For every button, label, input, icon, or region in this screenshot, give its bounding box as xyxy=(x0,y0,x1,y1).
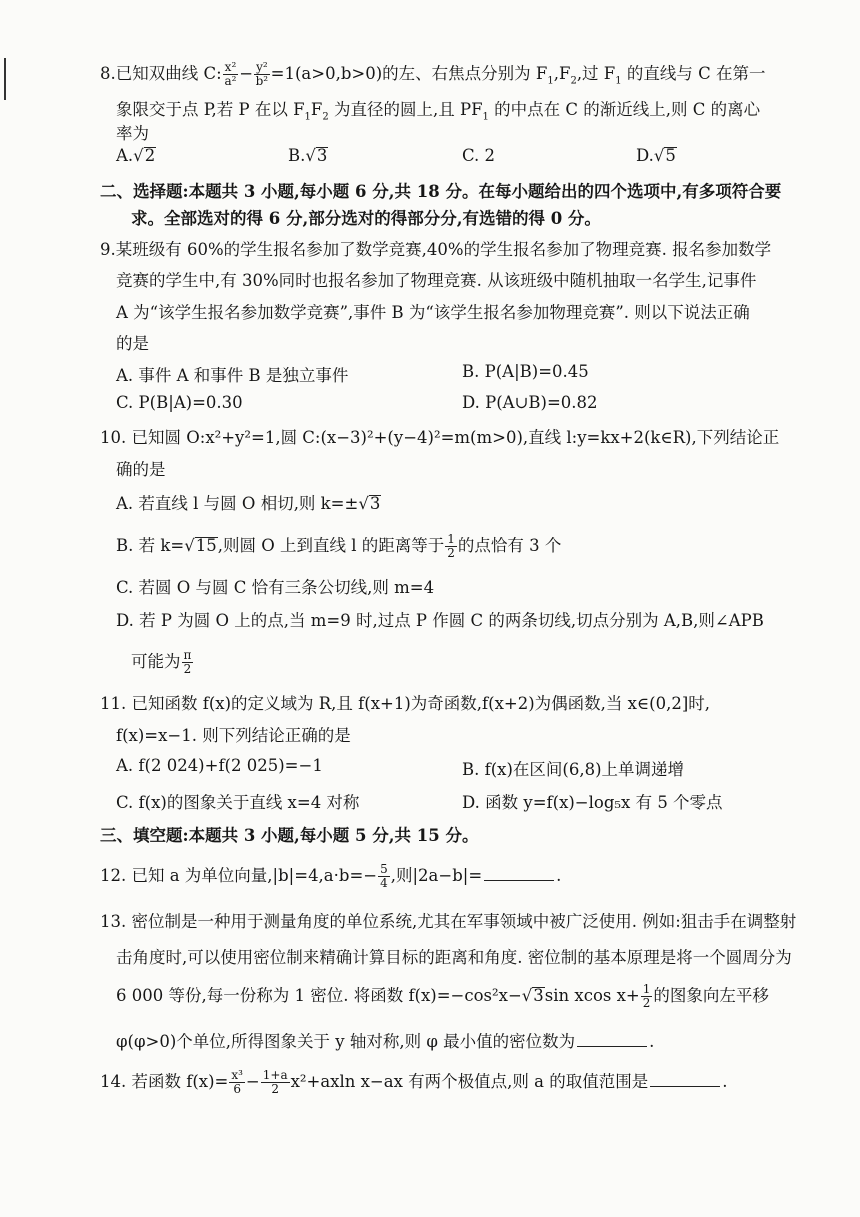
q14-answer-blank[interactable] xyxy=(650,1072,720,1087)
q8-option-c: C. 2 xyxy=(462,146,496,165)
q10-option-d-cont: 可能为 $\frac{\pi}{2}$ xyxy=(131,648,192,676)
q10-option-b: B. 若 k=√15,则圆 O 上到直线 l 的距离等于 $\frac{1}{2}$ 的点恰有 3 个 xyxy=(116,532,562,560)
q13-line3: 6 000 等份,每一份称为 1 密位. 将函数 f(x)=−cos²x−√3sin xcos x+ $\frac{1}{2}$ 的图象向左平移 xyxy=(116,982,769,1010)
q13-line4: φ(φ>0)个单位,所得图象关于 y 轴对称,则 φ 最小值的密位数为 . xyxy=(116,1032,655,1051)
q8-line1: 8.已知双曲线 C: $\frac{\text{x²}}{\text{a²}}$ − $\frac{\text{y²}}{\text{b²}}$ =1(a>0,b>0)的左、右焦点分别为 $F_1,F_2$,过 $F_1$ 的直线与 C 在第一 xyxy=(100,60,766,88)
q10-line1: 10. 已知圆 O:x²+y²=1,圆 C:(x−3)²+(y−4)²=m(m>0),直线 l:y=kx+2(k∈R),下列结论正 xyxy=(100,428,780,447)
q8-option-a: A.√2 xyxy=(116,146,156,165)
frac-y2-b2: $\frac{\text{y²}}{\text{b²}}$ xyxy=(255,60,269,88)
q11-option-a: A. f(2 024)+f(2 025)=−1 xyxy=(116,756,323,775)
q11-line1: 11. 已知函数 f(x)的定义域为 R,且 f(x+1)为奇函数,f(x+2)为偶函数,当 x∈(0,2]时, xyxy=(100,694,711,713)
q9-line3: A 为“该学生报名参加数学竞赛”,事件 B 为“该学生报名参加物理竞赛”. 则以下说法正确 xyxy=(116,303,750,322)
frac-1pa-2: $\frac{1+a}{2}$ xyxy=(262,1068,288,1096)
q11-option-d: D. 函数 y=f(x)−log₅x 有 5 个零点 xyxy=(462,793,723,812)
q11-option-b: B. f(x)在区间(6,8)上单调递增 xyxy=(462,760,685,779)
q10-option-c: C. 若圆 O 与圆 C 恰有三条公切线,则 m=4 xyxy=(116,578,435,597)
frac-one-half: $\frac{1}{2}$ xyxy=(447,532,455,560)
frac-five-fourths: $\frac{5}{4}$ xyxy=(380,862,388,890)
q9-line1: 9.某班级有 60%的学生报名参加了数学竞赛,40%的学生报名参加了物理竞赛. 报名参加数学 xyxy=(100,240,772,259)
q8-line3: 率为 xyxy=(116,124,149,143)
q8-text: 8.已知双曲线 C: xyxy=(100,64,222,83)
q8-option-b: B.√3 xyxy=(288,146,328,165)
q9-line4: 的是 xyxy=(116,334,149,353)
frac-one-half-q13: $\frac{1}{2}$ xyxy=(642,982,651,1010)
q12-answer-blank[interactable] xyxy=(484,866,554,881)
section3-heading: 三、填空题:本题共 3 小题,每小题 5 分,共 15 分。 xyxy=(100,826,479,845)
q8-line2: 象限交于点 P,若 P 在以 $F_1F_2$ 为直径的圆上,且 $PF_1$ 的中点在 C 的渐近线上,则 C 的离心 xyxy=(116,100,761,123)
q9-line2: 竞赛的学生中,有 30%同时也报名参加了物理竞赛. 从该班级中随机抽取一名学生,记事件 xyxy=(116,271,757,290)
q11-line2: f(x)=x−1. 则下列结论正确的是 xyxy=(116,726,351,745)
q13-line2: 击角度时,可以使用密位制来精确计算目标的距离和角度. 密位制的基本原理是将一个圆周分为 xyxy=(116,948,792,967)
q13-line1: 13. 密位制是一种用于测量角度的单位系统,尤其在军事领域中被广泛使用. 例如:狙击手在调整射 xyxy=(100,912,797,931)
q9-option-b: B. P(A|B)=0.45 xyxy=(462,362,589,381)
q10-option-d: D. 若 P 为圆 O 上的点,当 m=9 时,过点 P 作圆 C 的两条切线,切点分别为 A,B,则∠APB xyxy=(116,611,764,630)
frac-x2-a2: $\frac{\text{x²}}{\text{a²}}$ xyxy=(224,60,237,88)
section2-heading-cont: 求。全部选对的得 6 分,部分选对的得部分分,有选错的得 0 分。 xyxy=(131,209,601,228)
q14-line: 14. 若函数 f(x)= $\frac{\text{x³}}{6}$ − $\frac{1+a}{2}$ x²+axln x−ax 有两个极值点,则 a 的取值范围是 . xyxy=(100,1068,728,1096)
q10-option-a: A. 若直线 l 与圆 O 相切,则 k=±√3 xyxy=(116,494,381,513)
q9-option-d: D. P(A∪B)=0.82 xyxy=(462,393,598,412)
q9-option-a: A. 事件 A 和事件 B 是独立事件 xyxy=(116,366,349,385)
q12-line: 12. 已知 a 为单位向量,|b|=4,a·b=− $\frac{5}{4}$ ,则|2a−b|= . xyxy=(100,862,562,890)
section2-heading: 二、选择题:本题共 3 小题,每小题 6 分,共 18 分。在每小题给出的四个选项中,有多项符合要 xyxy=(100,182,782,201)
frac-pi-half: $\frac{\pi}{2}$ xyxy=(183,648,192,676)
frac-x3-6: $\frac{\text{x³}}{6}$ xyxy=(231,1068,243,1096)
q10-line2: 确的是 xyxy=(116,460,166,479)
q13-answer-blank[interactable] xyxy=(577,1032,647,1047)
q8-option-d: D.√5 xyxy=(636,146,676,165)
q11-option-c: C. f(x)的图象关于直线 x=4 对称 xyxy=(116,793,360,812)
q9-option-c: C. P(B|A)=0.30 xyxy=(116,393,243,412)
